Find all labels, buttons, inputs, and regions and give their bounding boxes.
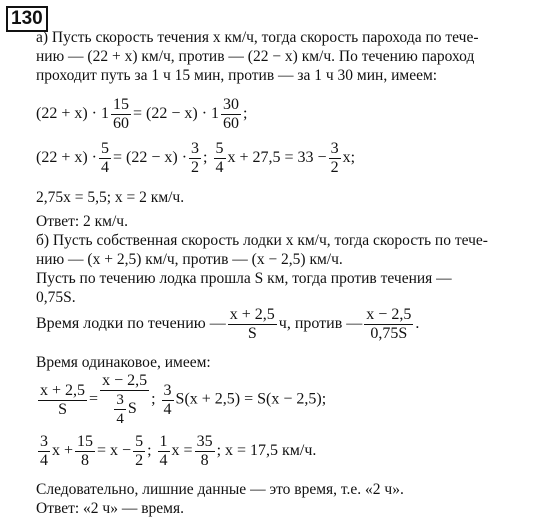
equation-2: (22 + x) · $\frac{5}{4}$ = (22 − x) · $\frac{3}{2}$ ; $\frac{5}{4}$ x + 27,5 = 33 − $\frac{3}{2}$ x; xyxy=(36,140,356,176)
same-time-line: Время одинаковое, имеем: xyxy=(36,354,211,371)
problem-number-badge: 130 xyxy=(6,6,48,32)
part-a-answer: Ответ: 2 км/ч. xyxy=(36,213,128,230)
part-b-line-4: 0,75S. xyxy=(36,289,76,306)
time-expression: Время лодки по течению — $\frac{x + 2,5}{S}$ ч, против — $\frac{x - 2,5}{0,75S}$ . xyxy=(36,306,420,342)
part-b-line-1: б) Пусть собственная скорость лодки x км/ч, тогда скорость по тече- xyxy=(36,232,488,249)
part-a-line-2: нию — (22 + x) км/ч, против — (22 − x) км/ч. По течению пароход xyxy=(36,48,475,65)
equation-4: $\frac{x + 2,5}{S}$ = x − 2,5 $\frac{3}{4}$ S ; $\frac{3}{4}$ S(x + 2,5) = S(x − 2,5); xyxy=(40,372,327,427)
part-b-answer: Ответ: «2 ч» — время. xyxy=(36,500,184,517)
equation-1: (22 + x) · 1 $\frac{15}{60}$ = (22 − x) · 1 $\frac{30}{60}$ ; xyxy=(36,96,248,132)
part-a-line-1: а) Пусть скорость течения x км/ч, тогда скорость парохода по тече- xyxy=(36,29,479,46)
part-b-line-3: Пусть по течению лодка прошла S км, тогда против течения — xyxy=(36,270,452,287)
part-a-line-3: проходит путь за 1 ч 15 мин, против — за 1 ч 30 мин, имеем: xyxy=(36,67,438,84)
conclusion-line: Следовательно, лишние данные — это время, т.е. «2 ч». xyxy=(36,481,404,498)
equation-5: $\frac{3}{4}$ x + $\frac{15}{8}$ = x − $\frac{5}{2}$ ; $\frac{1}{4}$ x = $\frac{35}{8}$ ; x = 17,5 км/ч. xyxy=(40,433,317,469)
equation-3: 2,75x = 5,5; x = 2 км/ч. xyxy=(36,189,185,206)
part-b-line-2: нию — (x + 2,5) км/ч, против — (x − 2,5) км/ч. xyxy=(36,251,343,268)
